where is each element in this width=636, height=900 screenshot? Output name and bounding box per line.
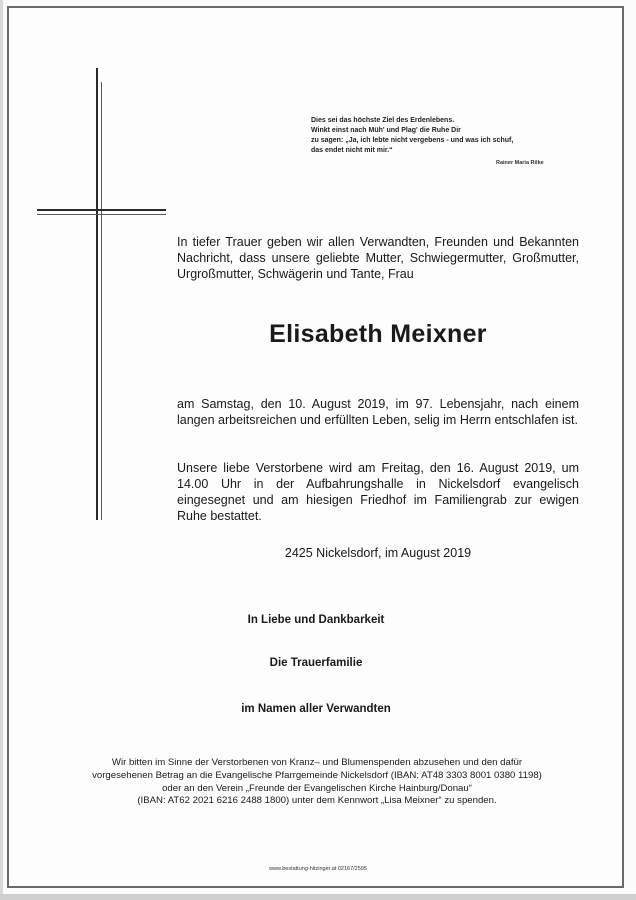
deceased-name: Elisabeth Meixner bbox=[269, 320, 487, 348]
funeral-paragraph: Unsere liebe Verstorbene wird am Freitag, den 16. August 2019, um 14.00 Uhr in der Aufbahrungshalle in Nickelsdorf evangelisch eingesegnet und am hiesigen Friedhof im Familiengrab zur ewigen Ruhe bestattet. bbox=[177, 461, 579, 523]
cross-vertical-bar bbox=[96, 68, 98, 520]
notice-line: oder an den Verein „Freunde der Evangelischen Kirche Hainburg/Donau“ bbox=[162, 782, 472, 794]
footer-contact: www.bestattung-hitzinger.at 02167/2595 bbox=[269, 866, 367, 872]
cross-vertical-bar-inner bbox=[101, 82, 102, 520]
poem-quote bbox=[311, 116, 571, 156]
poem-line: zu sagen: „Ja, ich lebte nicht vergebens - und was ich schuf, bbox=[311, 137, 514, 144]
poem-line: Dies sei das höchste Ziel des Erdenlebens. bbox=[311, 117, 455, 124]
poem-line: Winkt einst nach Müh' und Plag' die Ruhe Dir bbox=[311, 127, 461, 134]
poem-author: Rainer Maria Rilke bbox=[496, 160, 544, 166]
place-date: 2425 Nickelsdorf, im August 2019 bbox=[284, 546, 472, 560]
notice-line: Wir bitten im Sinne der Verstorbenen von Kranz– und Blumenspenden abzusehen und den dafür bbox=[111, 757, 523, 768]
signature-line-2: Die Trauerfamilie bbox=[269, 657, 363, 669]
scan-edge-bottom bbox=[0, 894, 636, 900]
cross-horizontal-bar bbox=[37, 209, 166, 211]
signature-line-1: In Liebe und Dankbarkeit bbox=[247, 614, 385, 626]
death-paragraph: am Samstag, den 10. August 2019, im 97. Lebensjahr, nach einem langen arbeitsreichen und erfüllten Leben, selig im Herrn entschlafen ist. bbox=[177, 397, 579, 427]
scan-edge-left bbox=[0, 0, 3, 900]
donation-notice bbox=[40, 757, 594, 808]
cross-horizontal-bar-inner bbox=[37, 214, 166, 215]
intro-paragraph: In tiefer Trauer geben wir allen Verwandten, Freunden und Bekannten Nachricht, dass unsere geliebte Mutter, Schwiegermutter, Großmutter, Urgroßmutter, Schwägerin und Tante, Frau bbox=[177, 235, 579, 281]
notice-line: (IBAN: AT62 2021 6216 2488 1800) unter dem Kennwort „Lisa Meixner“ zu spenden. bbox=[137, 795, 497, 807]
signature-line-3: im Namen aller Verwandten bbox=[241, 703, 391, 715]
poem-line: das endet nicht mit mir.“ bbox=[311, 147, 393, 154]
notice-line: vorgesehenen Betrag an die Evangelische Pfarrgemeinde Nickelsdorf (IBAN: AT48 3303 8001 0380 1198) bbox=[92, 769, 542, 781]
